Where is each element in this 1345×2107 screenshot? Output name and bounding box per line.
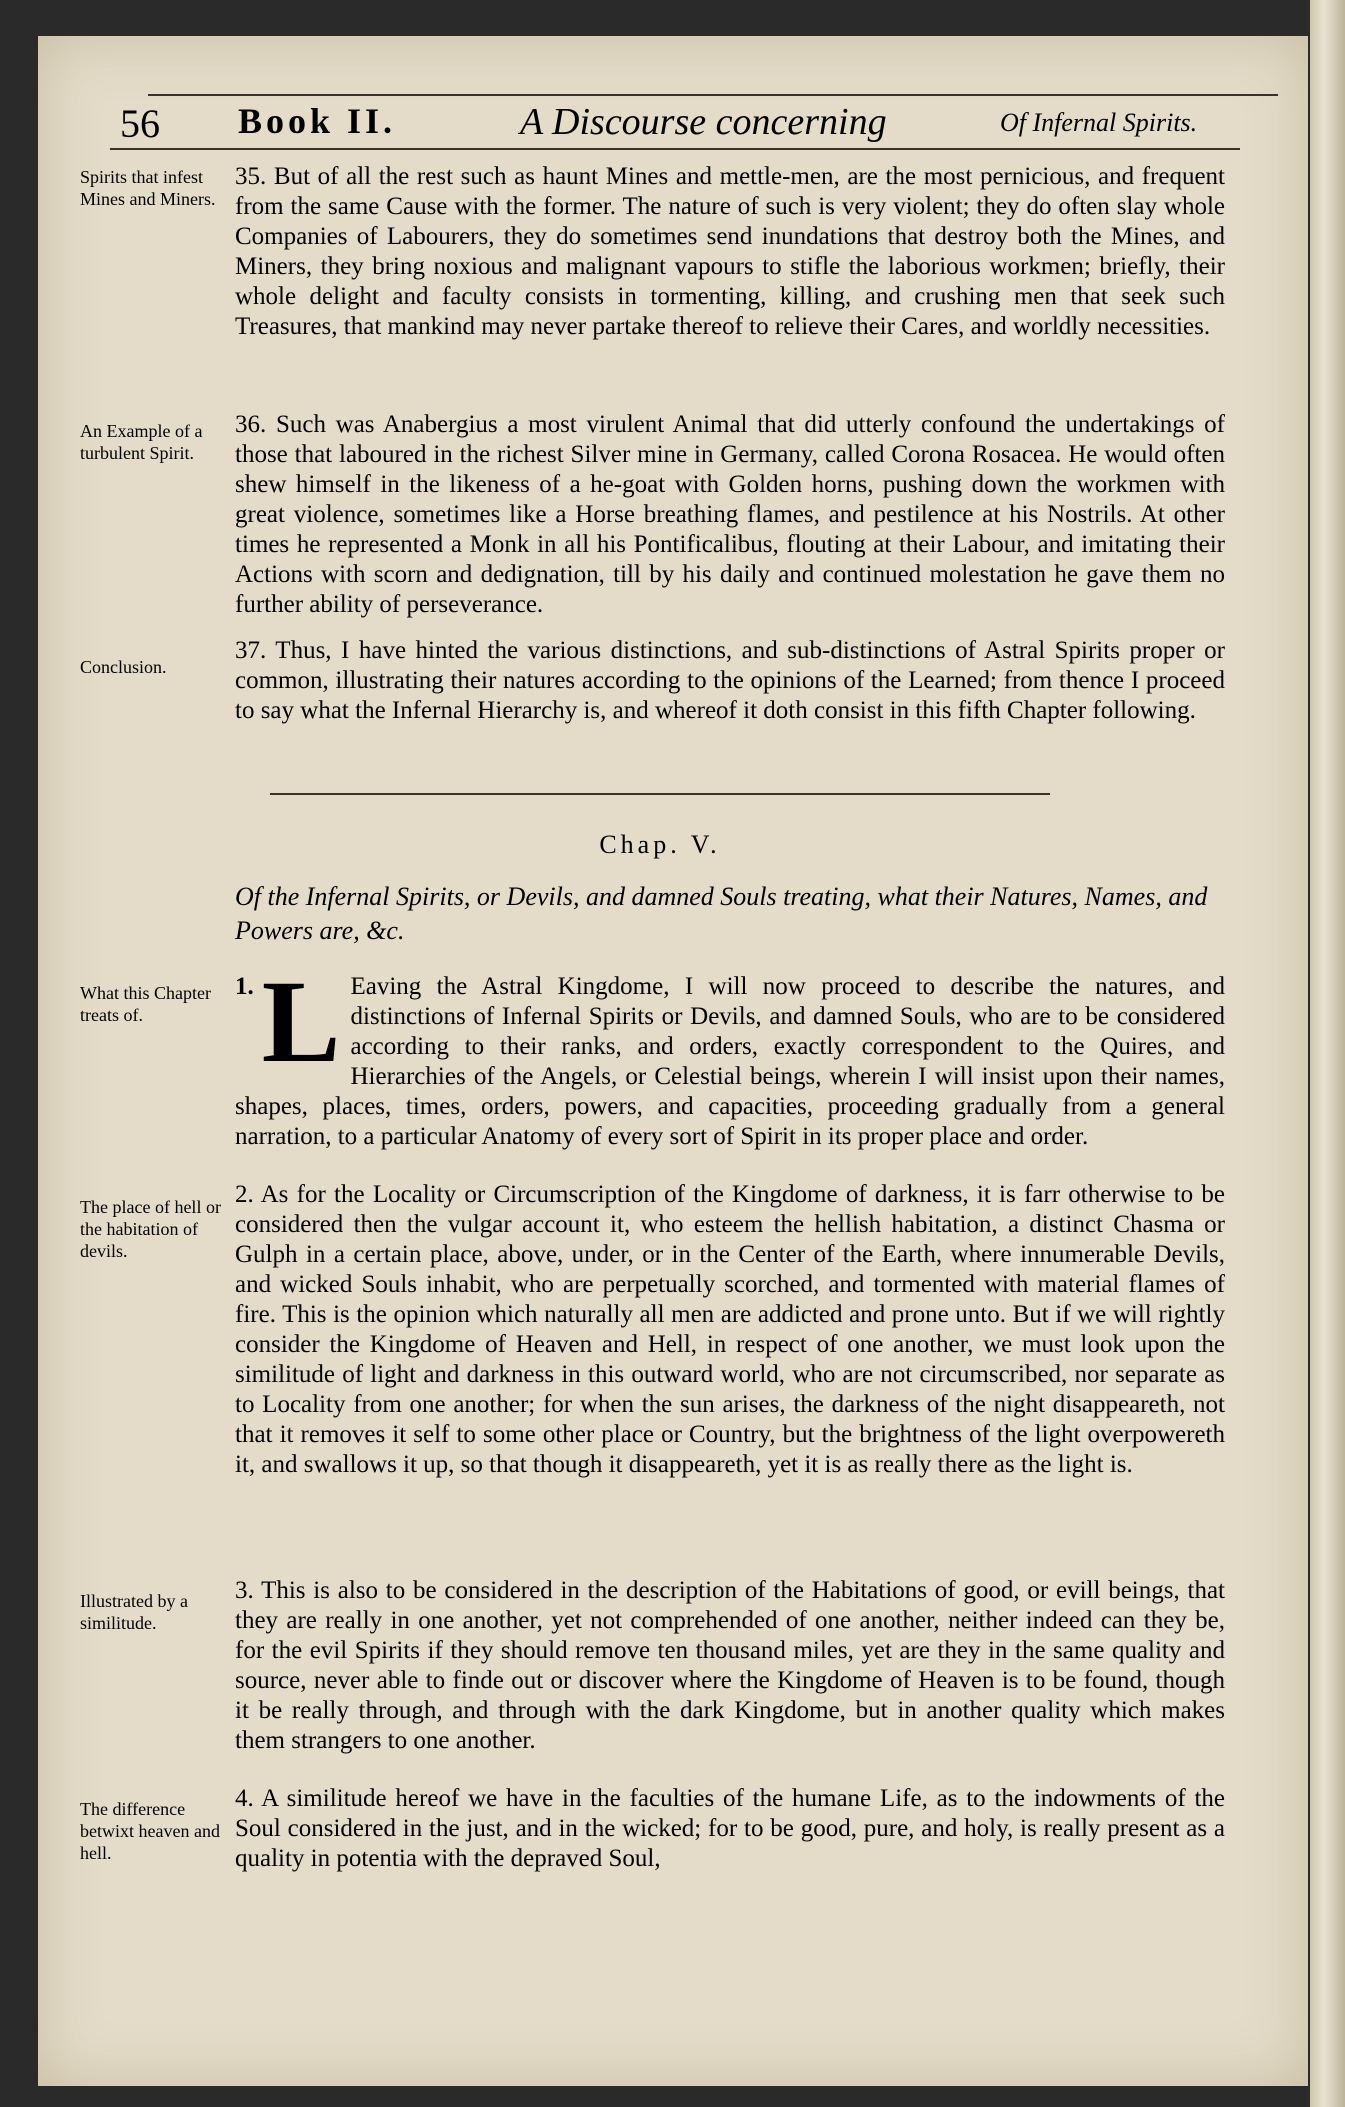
chapter-heading: Chap. V. xyxy=(599,830,721,859)
margin-note-example: An Example of a turbulent Spirit. xyxy=(80,421,203,463)
running-head: Of Infernal Spirits. xyxy=(1000,108,1198,137)
margin-note-chapter-treats: What this Chapter treats of. xyxy=(80,983,211,1025)
paragraph-37: 37. Thus, I have hinted the various distinctions, and sub-distinctions of Astral Spirits proper or common, illustrating their natures according to the opinions of the Learned; from thence I proceed to say what the Infernal Hierarchy is, and whereof it doth consist in this fifth Chapter following. xyxy=(235,637,1225,724)
paragraph-1 xyxy=(235,956,1225,1152)
chapter-rule xyxy=(270,793,1050,795)
header-rule-bottom xyxy=(110,148,1240,150)
paragraph-1-text: Eaving the Astral Kingdome, I will now proceed to describe the natures, and distinctions of Infernal Spirits or Devils, and damned Souls, who are to be considered according to their ranks, and orders, exactly correspondent to the Quires, and Hierarchies of the Angels, or Celestial beings, wherein I will insist upon their names, shapes, places, times, orders, powers, and capacities, proceeding gradually from a general narration, to a particular Anatomy of every sort of Spirit in its proper place and order. xyxy=(235,973,1225,1150)
header-rule-top xyxy=(148,94,1278,96)
discourse-title: A Discourse concerning xyxy=(520,101,887,143)
paragraph-36: 36. Such was Anabergius a most virulent Animal that did utterly confound the undertakings of those that laboured in the richest Silver mine in Germany, called Corona Rosacea. He would often shew himself in the likeness of a he-goat with Golden horns, pushing down the workmen with great violence, sometimes like a Horse breathing flames, and pestilence at his Nostrils. At other times he represented a Monk in all his Pontificalibus, flouting at their Labour, and imitating their Actions with scorn and dedignation, till by his daily and continued molestation he gave them no further ability of perseverance. xyxy=(235,411,1225,618)
paragraph-2: 2. As for the Locality or Circumscription of the Kingdome of darkness, it is farr otherwise to be considered then the vulgar account it, who esteem the hellish habitation, a distinct Chasma or Gulph in a certain place, above, under, or in the Center of the Earth, where innumerable Devils, and wicked Souls inhabit, who are perpetually scorched, and tormented with material flames of fire. This is the opinion which naturally all men are addicted and prone unto. But if we will rightly consider the Kingdome of Heaven and Hell, in respect of one another, we must look upon the similitude of light and darkness in this outward world, who are not circumscribed, nor separate as to Locality from one another; for when the sun arises, the darkness of the night disappeareth, not that it removes it self to some other place or Country, but the brightness of the light overpowereth it, and swallows it up, so that though it disappeareth, yet it is as really there as the light is. xyxy=(235,1181,1225,1478)
paragraph-1-number: 1. xyxy=(235,973,254,1000)
margin-note-conclusion: Conclusion. xyxy=(80,657,167,677)
chapter-title: Of the Infernal Spirits, or Devils, and damned Souls treating, what their Natures, Names, and Powers are, &c. xyxy=(235,882,1208,945)
margin-note-similitude: Illustrated by a similitude. xyxy=(80,1591,188,1633)
page-number: 56 xyxy=(120,101,160,146)
paragraph-35: 35. But of all the rest such as haunt Mines and mettle-men, are the most pernicious, and frequent from the same Cause with the former. The nature of such is very violent; they do often slay whole Companies of Labourers, they do sometimes send inundations that destroy both the Mines, and Miners, they bring noxious and malignant vapours to stifle the laborious workmen; briefly, their whole delight and faculty consists in tormenting, killing, and crushing men that seek such Treasures, that mankind may never partake thereof to relieve their Cares, and worldly necessities. xyxy=(235,163,1225,340)
book-label: Book II. xyxy=(238,101,397,141)
drop-cap: L xyxy=(261,956,341,1087)
margin-note-place-of-hell: The place of hell or the habitation of devils. xyxy=(80,1197,221,1261)
adjacent-page-edge xyxy=(1310,0,1345,2107)
paragraph-4: 4. A similitude hereof we have in the faculties of the humane Life, as to the indowments of the Soul considered in the just, and in the wicked; for to be good, pure, and holy, is really present as a quality in potentia with the depraved Soul, xyxy=(235,1785,1225,1872)
margin-note-mines: Spirits that infest Mines and Miners. xyxy=(80,167,216,209)
margin-note-difference: The difference betwixt heaven and hell. xyxy=(80,1799,220,1863)
paragraph-3: 3. This is also to be considered in the description of the Habitations of good, or evill beings, that they are really in one another, yet not comprehended of one another, neither indeed can they be, for the evil Spirits if they should remove ten thousand miles, yet are they in the same quality and source, never able to finde out or discover where the Kingdome of Heaven is to be found, though it be really through, and through with the dark Kingdome, but in another quality which makes them strangers to one another. xyxy=(235,1577,1225,1754)
